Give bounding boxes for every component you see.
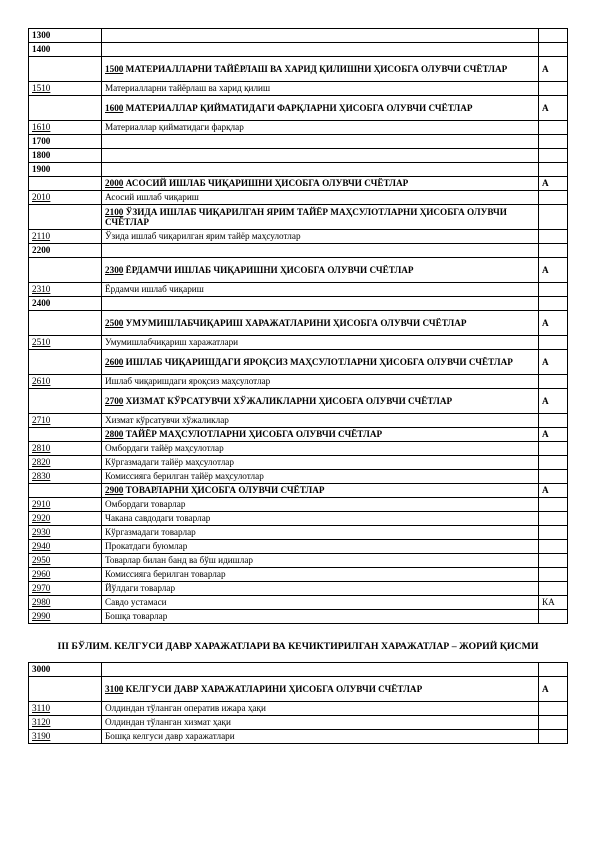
account-type-mark: КА bbox=[542, 597, 555, 608]
account-row bbox=[29, 375, 568, 389]
account-group-row bbox=[29, 389, 568, 414]
account-row bbox=[29, 470, 568, 484]
account-code-text: 3190 bbox=[32, 731, 51, 742]
account-code bbox=[29, 96, 102, 121]
account-code bbox=[29, 244, 102, 258]
section-code-row bbox=[29, 163, 568, 177]
account-title: Олдиндан тўланган хизмат ҳақи bbox=[105, 717, 231, 728]
account-group-row bbox=[29, 677, 568, 702]
account-code-text: 1610 bbox=[32, 122, 51, 133]
account-code bbox=[29, 297, 102, 311]
account-name bbox=[102, 512, 539, 526]
group-code: 1500 bbox=[105, 63, 124, 74]
account-type bbox=[539, 716, 568, 730]
account-name bbox=[102, 428, 539, 442]
account-type-mark: A bbox=[542, 356, 549, 367]
account-type bbox=[539, 244, 568, 258]
account-type bbox=[539, 163, 568, 177]
account-code bbox=[29, 470, 102, 484]
account-title: Ёрдамчи ишлаб чиқариш bbox=[105, 284, 204, 295]
account-title: Ишлаб чиқаришдаги яроқсиз маҳсулотлар bbox=[105, 376, 271, 387]
account-title: Олдиндан тўланган оператив ижара ҳақи bbox=[105, 703, 266, 714]
account-type bbox=[539, 57, 568, 82]
account-code-text: 2010 bbox=[32, 192, 51, 203]
account-code bbox=[29, 596, 102, 610]
account-type-mark: A bbox=[542, 683, 549, 694]
account-type bbox=[539, 428, 568, 442]
account-name bbox=[102, 82, 539, 96]
account-name bbox=[102, 663, 539, 677]
document-page bbox=[28, 28, 568, 744]
account-code bbox=[29, 677, 102, 702]
account-type bbox=[539, 258, 568, 283]
account-group-row bbox=[29, 96, 568, 121]
account-type-mark: A bbox=[542, 429, 549, 440]
account-name bbox=[102, 554, 539, 568]
accounts-table-1 bbox=[28, 28, 568, 624]
account-type bbox=[539, 484, 568, 498]
group-code: 2000 bbox=[105, 178, 124, 189]
account-type-mark: A bbox=[542, 178, 549, 189]
account-type bbox=[539, 663, 568, 677]
account-code-text: 3120 bbox=[32, 717, 51, 728]
account-code-text: 1700 bbox=[32, 136, 51, 147]
account-type bbox=[539, 677, 568, 702]
account-type bbox=[539, 82, 568, 96]
account-code-text: 1800 bbox=[32, 150, 51, 161]
account-code bbox=[29, 498, 102, 512]
account-type bbox=[539, 149, 568, 163]
account-type bbox=[539, 311, 568, 336]
account-row bbox=[29, 82, 568, 96]
group-title: УМУМИШЛАБЧИҚАРИШ ХАРАЖАТЛАРИНИ ҲИСОБГА ОЛУВЧИ СЧЁТЛАР bbox=[125, 317, 467, 328]
account-code bbox=[29, 336, 102, 350]
account-code bbox=[29, 554, 102, 568]
account-code bbox=[29, 428, 102, 442]
account-row bbox=[29, 702, 568, 716]
account-name bbox=[102, 596, 539, 610]
account-code bbox=[29, 230, 102, 244]
account-row bbox=[29, 456, 568, 470]
account-group-row bbox=[29, 177, 568, 191]
account-row bbox=[29, 568, 568, 582]
account-name bbox=[102, 716, 539, 730]
account-group-row bbox=[29, 428, 568, 442]
account-code-text: 1900 bbox=[32, 164, 51, 175]
account-code bbox=[29, 663, 102, 677]
account-title: Кўргазмадаги товарлар bbox=[105, 527, 196, 538]
account-code bbox=[29, 350, 102, 375]
account-code-text: 2820 bbox=[32, 457, 51, 468]
account-code-text: 2200 bbox=[32, 245, 51, 256]
account-row bbox=[29, 283, 568, 297]
group-title: КЕЛГУСИ ДАВР ХАРАЖАТЛАРИНИ ҲИСОБГА ОЛУВЧИ СЧЁТЛАР bbox=[125, 683, 423, 694]
group-title: ТОВАРЛАРНИ ҲИСОБГА ОЛУВЧИ СЧЁТЛАР bbox=[125, 485, 325, 496]
account-name bbox=[102, 730, 539, 744]
account-type bbox=[539, 43, 568, 57]
account-code-text: 2510 bbox=[32, 337, 51, 348]
account-type-mark: A bbox=[542, 264, 549, 275]
account-code-text: 1510 bbox=[32, 83, 51, 94]
account-title: Комиссияга берилган товарлар bbox=[105, 569, 226, 580]
account-code-text: 2930 bbox=[32, 527, 51, 538]
account-code-text: 2970 bbox=[32, 583, 51, 594]
account-title: Омбордаги тайёр маҳсулотлар bbox=[105, 443, 224, 454]
group-title: МАТЕРИАЛЛАРНИ ТАЙЁРЛАШ ВА ХАРИД ҚИЛИШНИ ҲИСОБГА ОЛУВЧИ СЧЁТЛАР bbox=[125, 63, 508, 74]
account-name bbox=[102, 540, 539, 554]
account-type bbox=[539, 512, 568, 526]
account-name bbox=[102, 311, 539, 336]
account-title: Хизмат кўрсатувчи хўжаликлар bbox=[105, 415, 229, 426]
account-name bbox=[102, 205, 539, 230]
account-code bbox=[29, 43, 102, 57]
account-code bbox=[29, 414, 102, 428]
account-name bbox=[102, 442, 539, 456]
account-type bbox=[539, 414, 568, 428]
account-type bbox=[539, 540, 568, 554]
account-name bbox=[102, 498, 539, 512]
account-row bbox=[29, 526, 568, 540]
account-name bbox=[102, 610, 539, 624]
account-type-mark: A bbox=[542, 485, 549, 496]
account-code bbox=[29, 702, 102, 716]
account-type bbox=[539, 177, 568, 191]
account-group-row bbox=[29, 57, 568, 82]
account-code-text: 2960 bbox=[32, 569, 51, 580]
account-code bbox=[29, 163, 102, 177]
account-name bbox=[102, 350, 539, 375]
account-name bbox=[102, 677, 539, 702]
account-name bbox=[102, 29, 539, 43]
account-code bbox=[29, 610, 102, 624]
group-code: 1600 bbox=[105, 102, 124, 113]
account-code bbox=[29, 311, 102, 336]
account-row bbox=[29, 554, 568, 568]
account-code bbox=[29, 82, 102, 96]
account-type-mark: A bbox=[542, 102, 549, 113]
account-code-text: 2110 bbox=[32, 231, 51, 242]
account-title: Товарлар билан банд ва бўш идишлар bbox=[105, 555, 254, 566]
account-row bbox=[29, 582, 568, 596]
section-code-row bbox=[29, 244, 568, 258]
account-type bbox=[539, 730, 568, 744]
account-type-mark: A bbox=[542, 317, 549, 328]
account-name bbox=[102, 244, 539, 258]
account-code bbox=[29, 526, 102, 540]
account-code bbox=[29, 582, 102, 596]
account-code bbox=[29, 57, 102, 82]
account-group-row bbox=[29, 205, 568, 230]
account-type bbox=[539, 135, 568, 149]
account-code bbox=[29, 191, 102, 205]
account-code bbox=[29, 149, 102, 163]
section-code-row bbox=[29, 135, 568, 149]
account-name bbox=[102, 297, 539, 311]
account-title: Бошқа келгуси давр харажатлари bbox=[105, 731, 235, 742]
account-name bbox=[102, 121, 539, 135]
account-title: Кўргазмадаги тайёр маҳсулотлар bbox=[105, 457, 234, 468]
account-type bbox=[539, 29, 568, 43]
account-group-row bbox=[29, 484, 568, 498]
account-code-text: 1400 bbox=[32, 44, 51, 55]
account-name bbox=[102, 336, 539, 350]
account-code bbox=[29, 568, 102, 582]
account-row bbox=[29, 121, 568, 135]
group-code: 2800 bbox=[105, 429, 124, 440]
account-name bbox=[102, 135, 539, 149]
account-type bbox=[539, 470, 568, 484]
account-type bbox=[539, 702, 568, 716]
account-code-text: 2810 bbox=[32, 443, 51, 454]
account-code bbox=[29, 375, 102, 389]
account-code-text: 2980 bbox=[32, 597, 51, 608]
account-code bbox=[29, 283, 102, 297]
account-name bbox=[102, 526, 539, 540]
account-type bbox=[539, 582, 568, 596]
account-title: Прокатдаги буюмлар bbox=[105, 541, 188, 552]
account-name bbox=[102, 456, 539, 470]
account-code bbox=[29, 205, 102, 230]
account-code bbox=[29, 540, 102, 554]
account-type-mark: A bbox=[542, 63, 549, 74]
account-row bbox=[29, 540, 568, 554]
section-code-row bbox=[29, 297, 568, 311]
account-type bbox=[539, 121, 568, 135]
account-code bbox=[29, 512, 102, 526]
account-name bbox=[102, 177, 539, 191]
accounts-table-2 bbox=[28, 662, 568, 744]
account-title: Комиссияга берилган тайёр маҳсулотлар bbox=[105, 471, 264, 482]
group-code: 2300 bbox=[105, 264, 124, 275]
account-name bbox=[102, 568, 539, 582]
account-type bbox=[539, 336, 568, 350]
account-title: Чакана савдодаги товарлар bbox=[105, 513, 211, 524]
group-title: ЁРДАМЧИ ИШЛАБ ЧИҚАРИШНИ ҲИСОБГА ОЛУВЧИ СЧЁТЛАР bbox=[125, 264, 414, 275]
account-title: Ўзида ишлаб чиқарилган ярим тайёр маҳсулотлар bbox=[105, 231, 301, 242]
account-code bbox=[29, 484, 102, 498]
section-code-row bbox=[29, 43, 568, 57]
account-code-text: 3110 bbox=[32, 703, 51, 714]
group-title: МАТЕРИАЛЛАР ҚИЙМАТИДАГИ ФАРҚЛАРНИ ҲИСОБГА ОЛУВЧИ СЧЁТЛАР bbox=[125, 102, 473, 113]
account-code bbox=[29, 258, 102, 283]
account-row bbox=[29, 230, 568, 244]
group-title: АСОСИЙ ИШЛАБ ЧИҚАРИШНИ ҲИСОБГА ОЛУВЧИ СЧЁТЛАР bbox=[125, 178, 409, 189]
account-code bbox=[29, 135, 102, 149]
section-code-row bbox=[29, 29, 568, 43]
account-row bbox=[29, 596, 568, 610]
account-code bbox=[29, 121, 102, 135]
account-type bbox=[539, 350, 568, 375]
account-row bbox=[29, 730, 568, 744]
group-code: 3100 bbox=[105, 683, 124, 694]
account-code-text: 2610 bbox=[32, 376, 51, 387]
group-code: 2900 bbox=[105, 485, 124, 496]
account-group-row bbox=[29, 350, 568, 375]
account-title: Умумишлабчиқариш харажатлари bbox=[105, 337, 239, 348]
account-row bbox=[29, 442, 568, 456]
section-code-row bbox=[29, 149, 568, 163]
account-group-row bbox=[29, 258, 568, 283]
account-title: Омбордаги товарлар bbox=[105, 499, 186, 510]
account-type bbox=[539, 283, 568, 297]
account-name bbox=[102, 582, 539, 596]
account-name bbox=[102, 149, 539, 163]
account-name bbox=[102, 389, 539, 414]
account-name bbox=[102, 375, 539, 389]
account-name bbox=[102, 414, 539, 428]
account-name bbox=[102, 96, 539, 121]
account-name bbox=[102, 230, 539, 244]
account-code-text: 2990 bbox=[32, 611, 51, 622]
account-type bbox=[539, 389, 568, 414]
account-code-text: 2940 bbox=[32, 541, 51, 552]
account-type bbox=[539, 610, 568, 624]
account-title: Материалларни тайёрлаш ва харид қилиш bbox=[105, 83, 271, 94]
account-code bbox=[29, 716, 102, 730]
account-code bbox=[29, 730, 102, 744]
account-type bbox=[539, 442, 568, 456]
account-type bbox=[539, 554, 568, 568]
account-row bbox=[29, 716, 568, 730]
group-code: 2500 bbox=[105, 317, 124, 328]
account-title: Савдо устамаси bbox=[105, 597, 167, 608]
account-code-text: 2310 bbox=[32, 284, 51, 295]
group-title: ТАЙЁР МАҲСУЛОТЛАРНИ ҲИСОБГА ОЛУВЧИ СЧЁТЛАР bbox=[125, 429, 383, 440]
account-name bbox=[102, 484, 539, 498]
account-name bbox=[102, 191, 539, 205]
group-title: ХИЗМАТ КЎРСАТУВЧИ ХЎЖАЛИКЛАРНИ ҲИСОБГА ОЛУВЧИ СЧЁТЛАР bbox=[125, 395, 453, 406]
account-type bbox=[539, 96, 568, 121]
account-type bbox=[539, 596, 568, 610]
group-title: ИШЛАБ ЧИҚАРИШДАГИ ЯРОҚСИЗ МАҲСУЛОТЛАРНИ ҲИСОБГА ОЛУВЧИ СЧЁТЛАР bbox=[125, 356, 513, 367]
account-code-text: 2950 bbox=[32, 555, 51, 566]
account-code bbox=[29, 389, 102, 414]
account-code-text: 1300 bbox=[32, 30, 51, 41]
account-title: Материаллар қийматидаги фарқлар bbox=[105, 122, 244, 133]
account-row bbox=[29, 610, 568, 624]
account-title: Бошқа товарлар bbox=[105, 611, 168, 622]
account-type-mark: A bbox=[542, 395, 549, 406]
group-code: 2700 bbox=[105, 395, 124, 406]
account-code bbox=[29, 177, 102, 191]
account-row bbox=[29, 414, 568, 428]
account-name bbox=[102, 258, 539, 283]
account-type bbox=[539, 191, 568, 205]
account-type bbox=[539, 205, 568, 230]
account-name bbox=[102, 163, 539, 177]
group-code: 2600 bbox=[105, 356, 124, 367]
account-title: Асосий ишлаб чиқариш bbox=[105, 192, 199, 203]
account-code-text: 2400 bbox=[32, 298, 51, 309]
account-type bbox=[539, 375, 568, 389]
account-type bbox=[539, 498, 568, 512]
account-type bbox=[539, 526, 568, 540]
account-code-text: 3000 bbox=[32, 664, 51, 675]
group-code: 2100 bbox=[105, 206, 124, 217]
account-name bbox=[102, 702, 539, 716]
account-type bbox=[539, 297, 568, 311]
group-title: ЎЗИДА ИШЛАБ ЧИҚАРИЛГАН ЯРИМ ТАЙЁР МАҲСУЛОТЛАРНИ ҲИСОБГА ОЛУВЧИ СЧЁТЛАР bbox=[105, 206, 507, 227]
account-name bbox=[102, 43, 539, 57]
account-code-text: 2710 bbox=[32, 415, 51, 426]
account-type bbox=[539, 230, 568, 244]
account-row bbox=[29, 191, 568, 205]
account-code-text: 2920 bbox=[32, 513, 51, 524]
account-name bbox=[102, 283, 539, 297]
account-group-row bbox=[29, 311, 568, 336]
account-title: Йўлдаги товарлар bbox=[105, 583, 176, 594]
account-name bbox=[102, 470, 539, 484]
account-row bbox=[29, 512, 568, 526]
account-row bbox=[29, 336, 568, 350]
account-row bbox=[29, 498, 568, 512]
account-name bbox=[102, 57, 539, 82]
account-type bbox=[539, 456, 568, 470]
account-code bbox=[29, 456, 102, 470]
account-type bbox=[539, 568, 568, 582]
account-code bbox=[29, 442, 102, 456]
section-title: III БЎЛИМ. КЕЛГУСИ ДАВР ХАРАЖАТЛАРИ ВА КЕЧИКТИРИЛГАН ХАРАЖАТЛАР – ЖОРИЙ ҚИСМИ bbox=[57, 641, 539, 652]
section-code-row bbox=[29, 663, 568, 677]
account-code-text: 2910 bbox=[32, 499, 51, 510]
account-code bbox=[29, 29, 102, 43]
account-code-text: 2830 bbox=[32, 471, 51, 482]
